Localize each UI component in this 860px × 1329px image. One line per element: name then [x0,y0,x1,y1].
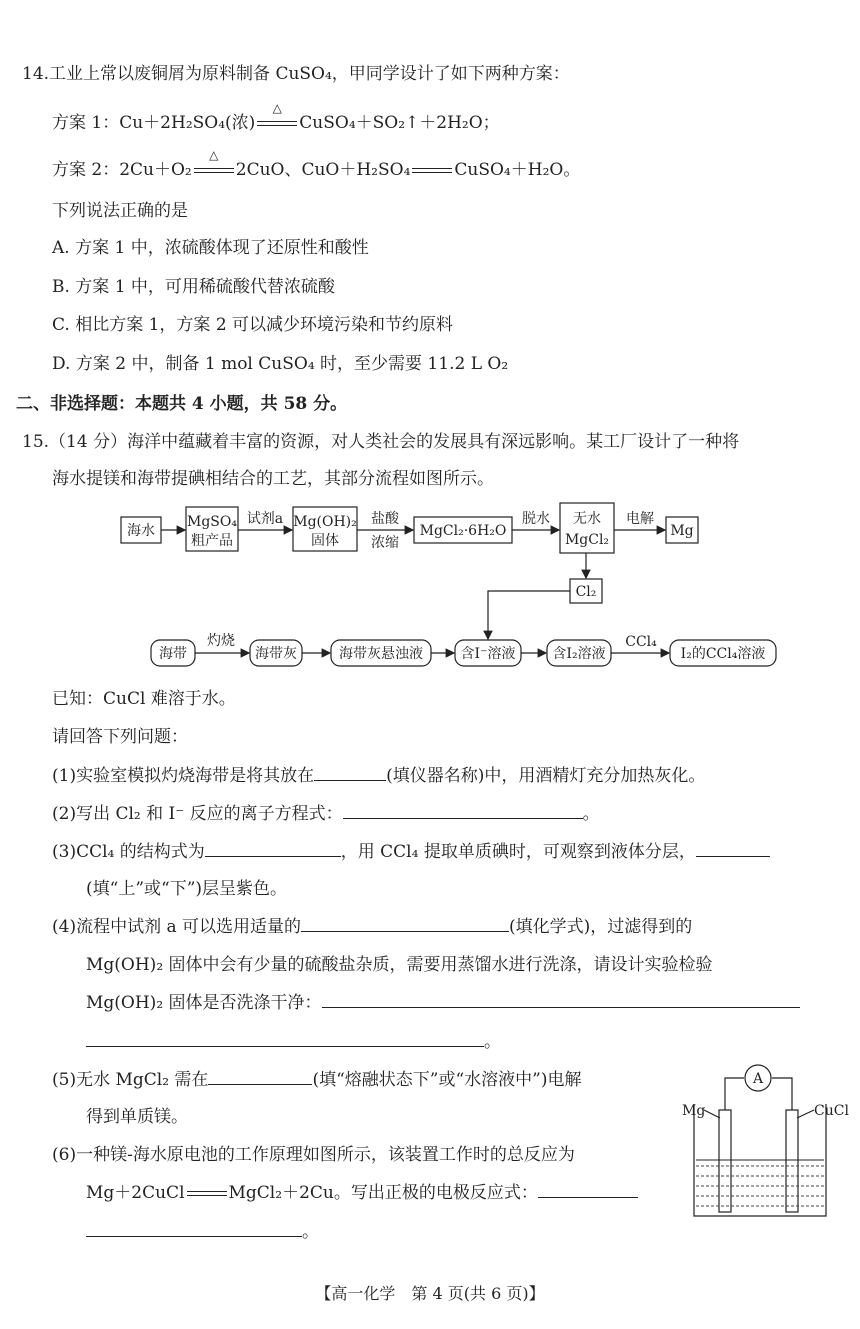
equals-sign [187,1191,227,1196]
node-mgso4: MgSO₄ [187,514,237,530]
node-seawater: 海水 [127,523,155,539]
part1-text-a: (1)实验室模拟灼烧海带是将其放在 [52,766,315,786]
part4-text-e: 。 [484,1032,501,1052]
q15-part4-line2: Mg(OH)₂ 固体中会有少量的硫酸盐杂质，需要用蒸馏水进行洗涤，请设计实验检验 [86,955,713,975]
answer-blank-4a[interactable] [301,915,509,932]
node-ash-suspension: 海带灰悬浊液 [339,646,423,662]
electrode-label-cucl: CuCl [814,1103,849,1119]
q15-part2 [52,802,600,826]
answer-blank-6b[interactable] [86,1220,302,1237]
part6-text-c: MgCl₂＋2Cu。写出正极的电极反应式： [228,1183,538,1203]
q15-known: 已知：CuCl 难溶于水。 [52,689,236,709]
label-concentrate: 浓缩 [371,535,399,551]
heating-condition [255,101,299,135]
part5-text-a: (5)无水 MgCl₂ 需在 [52,1070,209,1090]
node-iodide-solution: 含I⁻溶液 [460,646,516,662]
answer-blank-5[interactable] [208,1068,312,1085]
delta-symbol: △ [209,148,219,162]
q15-ask: 请回答下列问题： [52,727,188,747]
node-mg: Mg [670,523,694,539]
label-dehydrate: 脱水 [522,511,550,527]
label-reagent-a: 试剂a [246,511,284,527]
q15-part3 [52,840,770,864]
answer-blank-4b[interactable] [322,991,800,1008]
label-ccl4: CCl₄ [625,634,657,650]
part5-text-b: (填“熔融状态下”或“水溶液中”)电解 [312,1070,582,1090]
node-i2-in-ccl4: I₂的CCl₄溶液 [680,646,766,662]
q15-part5-line2: 得到单质镁。 [86,1107,188,1127]
part4-text-a: (4)流程中试剂 a 可以选用适量的 [52,917,302,937]
node-byproduct: 粗产品 [191,533,233,549]
part6-text-b: Mg＋2CuCl [86,1183,185,1203]
part3-text-a: (3)CCl₄ 的结构式为 [52,842,205,862]
answer-blank-3b[interactable] [696,840,770,857]
node-kelp: 海带 [159,646,187,662]
equals-sign [412,168,452,173]
q14-prompt: 下列说法正确的是 [52,201,188,221]
q14-scheme1-left: 方案 1：Cu＋2H₂SO₄(浓) [52,113,256,133]
ammeter-label: A [752,1071,764,1087]
node-anhydrous: 无水 [573,511,601,527]
label-electrolysis: 电解 [626,511,654,527]
part1-text-b: (填仪器名称)中，用酒精灯充分加热灰化。 [386,766,706,786]
node-solid: 固体 [311,533,339,549]
part2-text-a: (2)写出 Cl₂ 和 I⁻ 反应的离子方程式： [52,804,343,824]
delta-symbol: △ [272,101,282,115]
part2-text-b: 。 [582,804,600,824]
page-footer: 【高一化学 第 4 页(共 6 页)】 [315,1284,545,1303]
answer-blank-2[interactable] [343,802,583,819]
label-burn: 灼烧 [207,633,235,649]
mg-seawater-battery-diagram [680,1060,850,1225]
q14-option-a: A. 方案 1 中，浓硫酸体现了还原性和酸性 [52,238,369,258]
q14-scheme2-part1: 方案 2：2Cu＋O₂ [52,160,192,180]
answer-blank-3a[interactable] [205,840,341,857]
q15-part6-line3 [86,1220,319,1244]
q15-part6-line2 [86,1181,638,1205]
electrode-label-mg: Mg [682,1103,706,1119]
node-mgcl2-hydrate: MgCl₂·6H₂O [419,523,507,539]
part6-text-d: 。 [302,1222,319,1242]
part4-text-d: Mg(OH)₂ 固体是否洗涤干净： [86,993,322,1013]
q14-option-c: C. 相比方案 1，方案 2 可以减少环境污染和节约原料 [52,315,454,335]
answer-blank-6a[interactable] [538,1181,638,1198]
label-hcl: 盐酸 [371,511,399,527]
q14-option-d: D. 方案 2 中，制备 1 mol CuSO₄ 时，至少需要 11.2 L O₂ [52,354,509,374]
node-mgcl2: MgCl₂ [564,532,610,548]
q15-part1 [52,764,705,788]
part3-text-b: ，用 CCl₄ 提取单质碘时，可观察到液体分层， [340,842,696,862]
q14-stem: 14.工业上常以废铜屑为原料制备 CuSO₄，甲同学设计了如下两种方案： [22,64,570,84]
q15-part4 [52,915,692,939]
part4-text-b: (填化学式)，过滤得到的 [509,917,693,937]
q15-part6: (6)一种镁-海水原电池的工作原理如图所示，该装置工作时的总反应为 [52,1145,575,1165]
q15-part4-line3 [86,991,800,1015]
section-heading: 二、非选择题：本题共 4 小题，共 58 分。 [16,394,348,414]
q14-scheme2 [52,148,581,182]
equals-sign [257,121,297,126]
q15-stem-line2: 海水提镁和海带提碘相结合的工艺，其部分流程如图所示。 [52,469,494,489]
q15-stem-line1: 15.（14 分）海洋中蕴藏着丰富的资源，对人类社会的发展具有深远影响。某工厂设计了一种将 [22,432,740,452]
node-kelp-ash: 海带灰 [255,646,297,662]
process-flow-diagram [0,495,860,680]
q15-part4-line4 [86,1030,501,1054]
heating-condition [192,148,236,182]
equals-sign [194,168,234,173]
answer-blank-1[interactable] [314,764,386,781]
q14-scheme1 [52,101,500,135]
q14-scheme2-part2: 2CuO、CuO＋H₂SO₄ [235,160,411,180]
q14-scheme2-part3: CuSO₄＋H₂O。 [454,160,581,180]
node-mgoh2: Mg(OH)₂ [293,514,357,530]
q15-part5 [52,1068,581,1092]
node-iodine-solution: 含I₂溶液 [552,646,606,662]
answer-blank-4c[interactable] [86,1030,484,1047]
q15-part3-line2: (填“上”或“下”)层呈紫色。 [86,879,288,899]
q14-scheme1-right: CuSO₄＋SO₂↑＋2H₂O； [299,113,500,133]
q14-option-b: B. 方案 1 中，可用稀硫酸代替浓硫酸 [52,277,335,297]
node-cl2: Cl₂ [575,584,597,600]
